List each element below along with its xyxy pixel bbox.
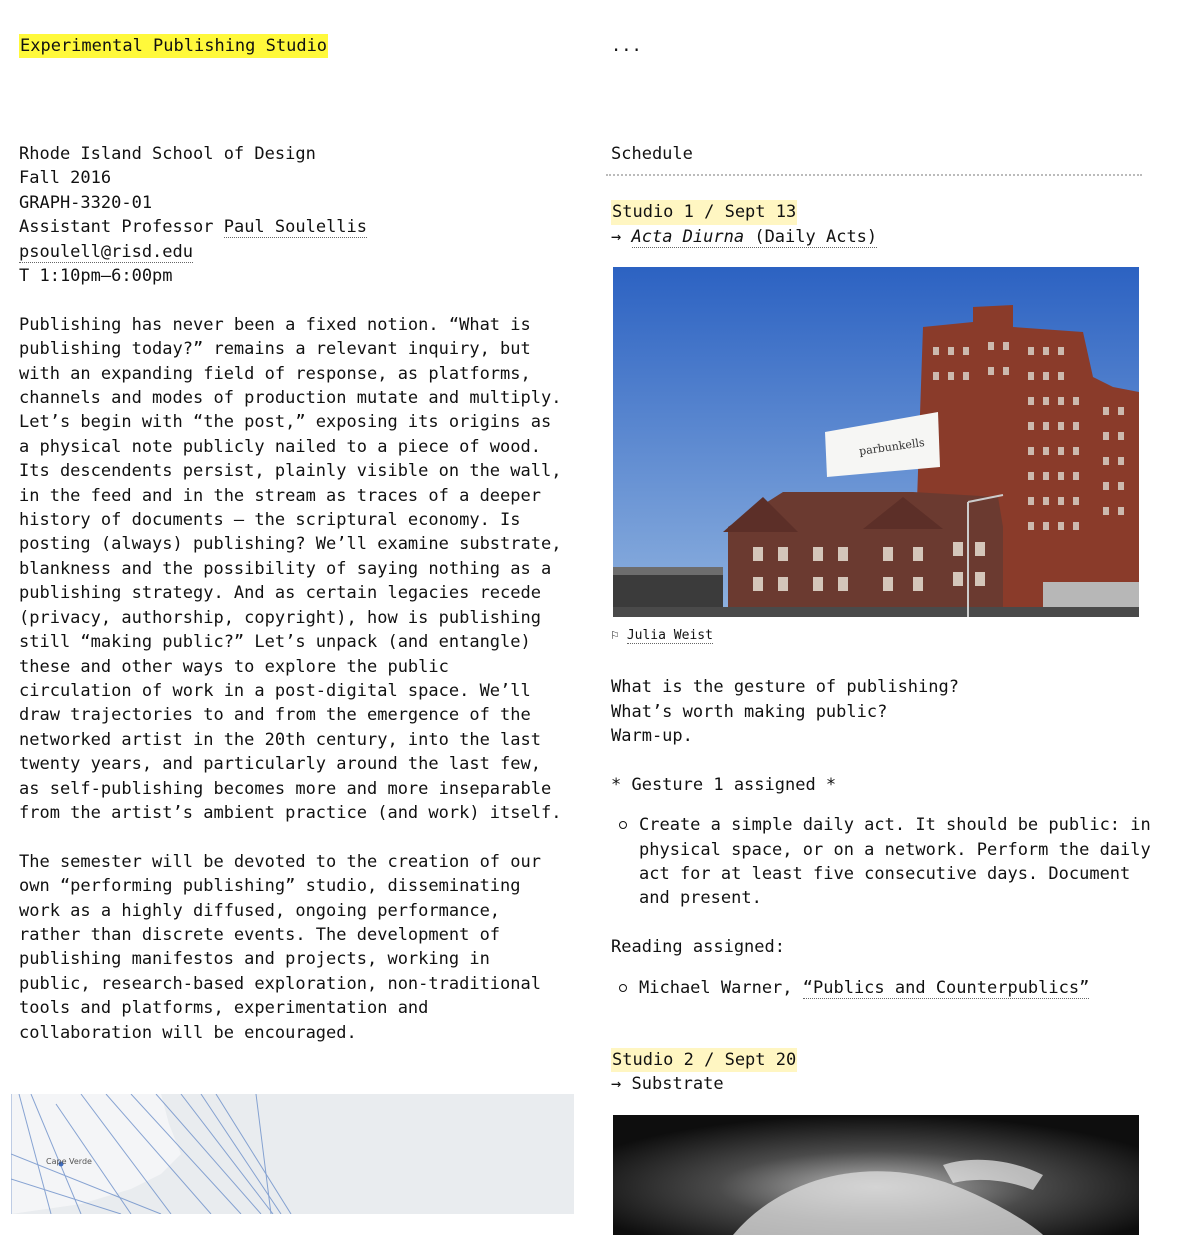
map-label: Cape Verde	[46, 1157, 92, 1166]
photo-credit-link[interactable]: Julia Weist	[626, 628, 713, 644]
gesture-label: * Gesture 1 assigned *	[611, 774, 837, 795]
description-paragraph-2: The semester will be devoted to the creation of our own “performing publishing” studio, disseminating work as a highly diffused, ongoing performance, rather than discrete events. The development of publishing manifestos and projects, working in public, research-based exploration, non-traditional tools and platforms, experimentation and collaboration will be encouraged.	[19, 851, 541, 1043]
email-line	[19, 240, 579, 264]
reading-item	[611, 976, 1171, 1000]
gesture-item: Create a simple daily act. It should be public: in physical space, or on a network. Perform the daily act for at least five consecutive days. Document and present.	[611, 813, 1171, 911]
studio-2-photo	[613, 1115, 1139, 1235]
dark-photo-graphic	[613, 1115, 1139, 1235]
arrow-icon: →	[611, 226, 622, 247]
reading-link[interactable]: “Publics and Counterpublics”	[802, 977, 1090, 998]
billboard-text: parbunkells	[858, 436, 926, 459]
gesture-list	[611, 813, 1171, 911]
studio-2-heading: Studio 2 / Sept 20	[611, 1048, 797, 1072]
building-photo-graphic	[613, 267, 1139, 617]
school-name: Rhode Island School of Design	[19, 144, 316, 164]
description-paragraph-1: Publishing has never been a fixed notion. “What is publishing today?” remains a relevant inquiry, but with an expanding field of response, as platforms, channels and modes of production mutate and multiply. Let’s begin with “the post,” exposing its origins as a physical note publicly nailed to a piece of wood. Its descendents persist, plainly visible on the wall, in the feed and in the stream as traces of a deeper history of documents — the scriptural economy. Is posting (always) publishing? We’ll examine substrate, blankness and the possibility of saying nothing as a publishing strategy. And as certain legacies recede (privacy, authorship, copyright), how is publishing still “making public?” Let’s unpack (and entangle) these and other ways to explore the public circulation of work in a post-digital space. We’ll draw trajectories to and from the emergence of the networked artist in the 20th century, into the last twenty years, and particularly around the last few, as self-publishing becomes more and more inseparable from the artist’s ambient practice (and work) itself.	[19, 314, 562, 823]
studio-2-topic-label: Substrate	[631, 1074, 724, 1095]
studio-1-topic-rest: (Daily Acts)	[744, 226, 878, 247]
studio-1-question-1: What is the gesture of publishing?	[611, 677, 959, 698]
course-code: GRAPH-3320-01	[19, 192, 153, 213]
schedule-column	[611, 142, 1171, 1235]
schedule-divider	[606, 174, 1142, 176]
studio-2-topic	[611, 1072, 1171, 1096]
studio-1-topic	[611, 225, 1171, 249]
reading-author: Michael Warner,	[639, 977, 803, 998]
studio-1-topic-link[interactable]	[632, 227, 878, 248]
map-image	[11, 1094, 574, 1214]
reading-list	[611, 976, 1171, 1000]
schedule-heading: Schedule	[611, 144, 693, 164]
course-info-column	[19, 142, 579, 1045]
map-graphic	[11, 1094, 574, 1214]
arrow-icon: →	[611, 1074, 622, 1095]
studio-1	[611, 200, 1171, 1000]
instructor-link[interactable]: Paul Soulellis	[223, 217, 368, 238]
studio-1-question-2: What’s worth making public?	[611, 701, 888, 722]
photo-credit	[611, 627, 1171, 645]
instructor-line	[19, 215, 579, 239]
studio-1-photo	[613, 267, 1139, 617]
studio-1-heading: Studio 1 / Sept 13	[611, 200, 797, 224]
class-time: T 1:10pm–6:00pm	[19, 266, 173, 287]
flag-icon: ⚐	[611, 628, 619, 644]
instructor-title: Assistant Professor	[19, 217, 214, 238]
studio-2	[611, 1048, 1171, 1235]
menu-button[interactable]: ...	[611, 36, 642, 56]
site-title[interactable]: Experimental Publishing Studio	[20, 36, 328, 56]
studio-1-question-3: Warm-up.	[611, 726, 693, 747]
term: Fall 2016	[19, 168, 112, 189]
studio-1-topic-italic: Acta Diurna	[631, 226, 745, 247]
reading-label: Reading assigned:	[611, 937, 785, 958]
email-link[interactable]: psoulell@risd.edu	[19, 241, 193, 262]
